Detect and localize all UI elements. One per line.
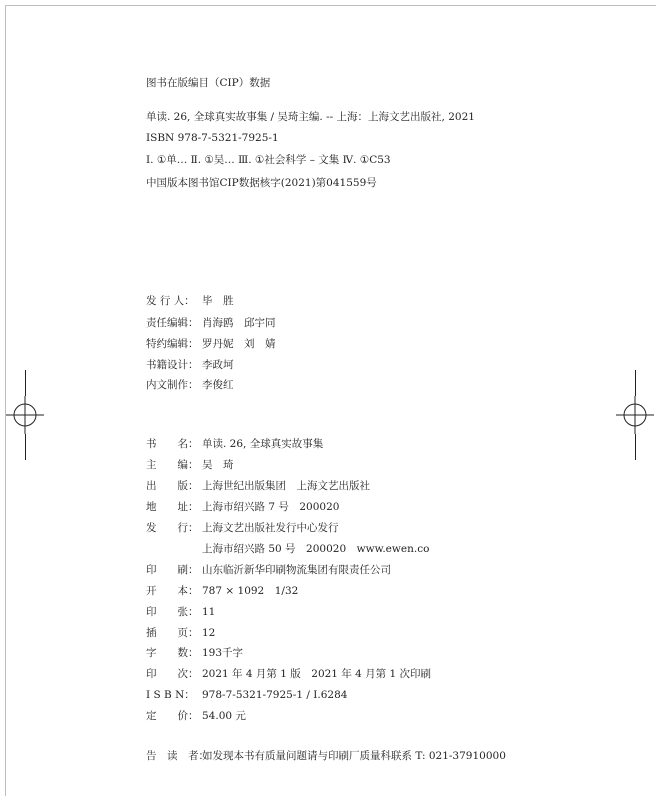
detail-value: 787 × 1092 1/32 [202, 585, 299, 597]
detail-row-publisher [146, 479, 370, 493]
detail-value: 山东临沂新华印刷物流集团有限责任公司 [202, 564, 391, 576]
staff-row-designer [146, 358, 234, 372]
detail-label: 地 址： [146, 501, 199, 513]
crop-line-right-top [635, 370, 636, 396]
detail-row-isbn [146, 688, 347, 702]
detail-value: 54.00 元 [202, 710, 246, 722]
cip-isbn: ISBN 978-7-5321-7925-1 [146, 132, 279, 144]
detail-row-editor [146, 458, 234, 472]
staff-label: 内文制作： [146, 379, 199, 391]
detail-label: 发 行： [146, 522, 199, 534]
staff-value: 肖海鸥 邱宇同 [202, 317, 276, 329]
detail-label: 出 版： [146, 480, 199, 492]
staff-label: 发 行 人： [146, 295, 195, 307]
detail-value: 193千字 [202, 647, 244, 659]
staff-value: 李俊红 [202, 379, 234, 391]
detail-label: 印 刷： [146, 564, 199, 576]
detail-value: 上海世纪出版集团 上海文艺出版社 [202, 480, 370, 492]
cip-record-number: 中国版本图书馆CIP数据核字(2021)第041559号 [146, 177, 377, 189]
detail-value: 12 [202, 627, 216, 639]
reader-notice [146, 749, 506, 763]
detail-row-distribution [146, 521, 339, 535]
cip-line: 单读. 26, 全球真实故事集 / 吴琦主编. -- 上海：上海文艺出版社, 2021 [146, 111, 475, 123]
detail-label: 开 本： [146, 585, 199, 597]
crop-line-left-bottom [25, 434, 26, 460]
detail-label: 字 数： [146, 647, 199, 659]
detail-label: 印 次： [146, 668, 199, 680]
detail-label: 主 编： [146, 459, 199, 471]
registration-mark-right-icon [616, 396, 654, 434]
detail-row-printer [146, 563, 391, 577]
detail-value: 上海文艺出版社发行中心发行 [202, 522, 339, 534]
detail-label: 插 页： [146, 627, 199, 639]
detail-row-price [146, 709, 246, 723]
detail-value: 11 [202, 606, 216, 618]
notice-value: 如发现本书有质量问题请与印刷厂质量科联系 T: 021-37910000 [202, 750, 506, 762]
cip-classification: Ⅰ. ①单… Ⅱ. ①吴… Ⅲ. ①社会科学 – 文集 Ⅳ. ①C53 [146, 154, 391, 166]
staff-label: 特约编辑： [146, 338, 199, 350]
crop-line-right-bottom [635, 434, 636, 460]
detail-row-word-count [146, 646, 243, 660]
detail-row-edition [146, 667, 431, 681]
detail-row-distribution-address [146, 542, 429, 556]
staff-value: 毕 胜 [202, 295, 234, 307]
detail-row-address [146, 500, 339, 514]
detail-value: 单读. 26, 全球真实故事集 [202, 438, 324, 450]
detail-value: 978-7-5321-7925-1 / I.6284 [202, 689, 348, 701]
staff-value: 罗丹妮 刘 婧 [202, 338, 276, 350]
staff-row-editor [146, 316, 276, 330]
detail-value: 吴 琦 [202, 459, 234, 471]
detail-label: 书 名： [146, 438, 199, 450]
detail-label: 定 价： [146, 710, 199, 722]
detail-value: 2021 年 4 月第 1 版 2021 年 4 月第 1 次印刷 [202, 668, 432, 680]
staff-row-special-editor [146, 337, 276, 351]
staff-label: 责任编辑： [146, 317, 199, 329]
staff-row-publisher [146, 294, 234, 308]
crop-line-left-top [25, 370, 26, 396]
detail-value: 上海市绍兴路 50 号 200020 www.ewen.co [202, 543, 430, 555]
detail-label: I S B N： [146, 689, 195, 701]
staff-value: 李政坷 [202, 359, 234, 371]
staff-row-layout [146, 378, 234, 392]
detail-row-format [146, 584, 298, 598]
staff-label: 书籍设计： [146, 359, 199, 371]
detail-row-title [146, 437, 323, 451]
cip-title: 图书在版编目（CIP）数据 [146, 77, 271, 89]
detail-value: 上海市绍兴路 7 号 200020 [202, 501, 340, 513]
detail-row-plates [146, 626, 215, 640]
detail-label: 印 张： [146, 606, 199, 618]
registration-mark-left-icon [6, 396, 44, 434]
notice-label: 告 读 者： [146, 750, 209, 762]
detail-row-sheets [146, 605, 215, 619]
